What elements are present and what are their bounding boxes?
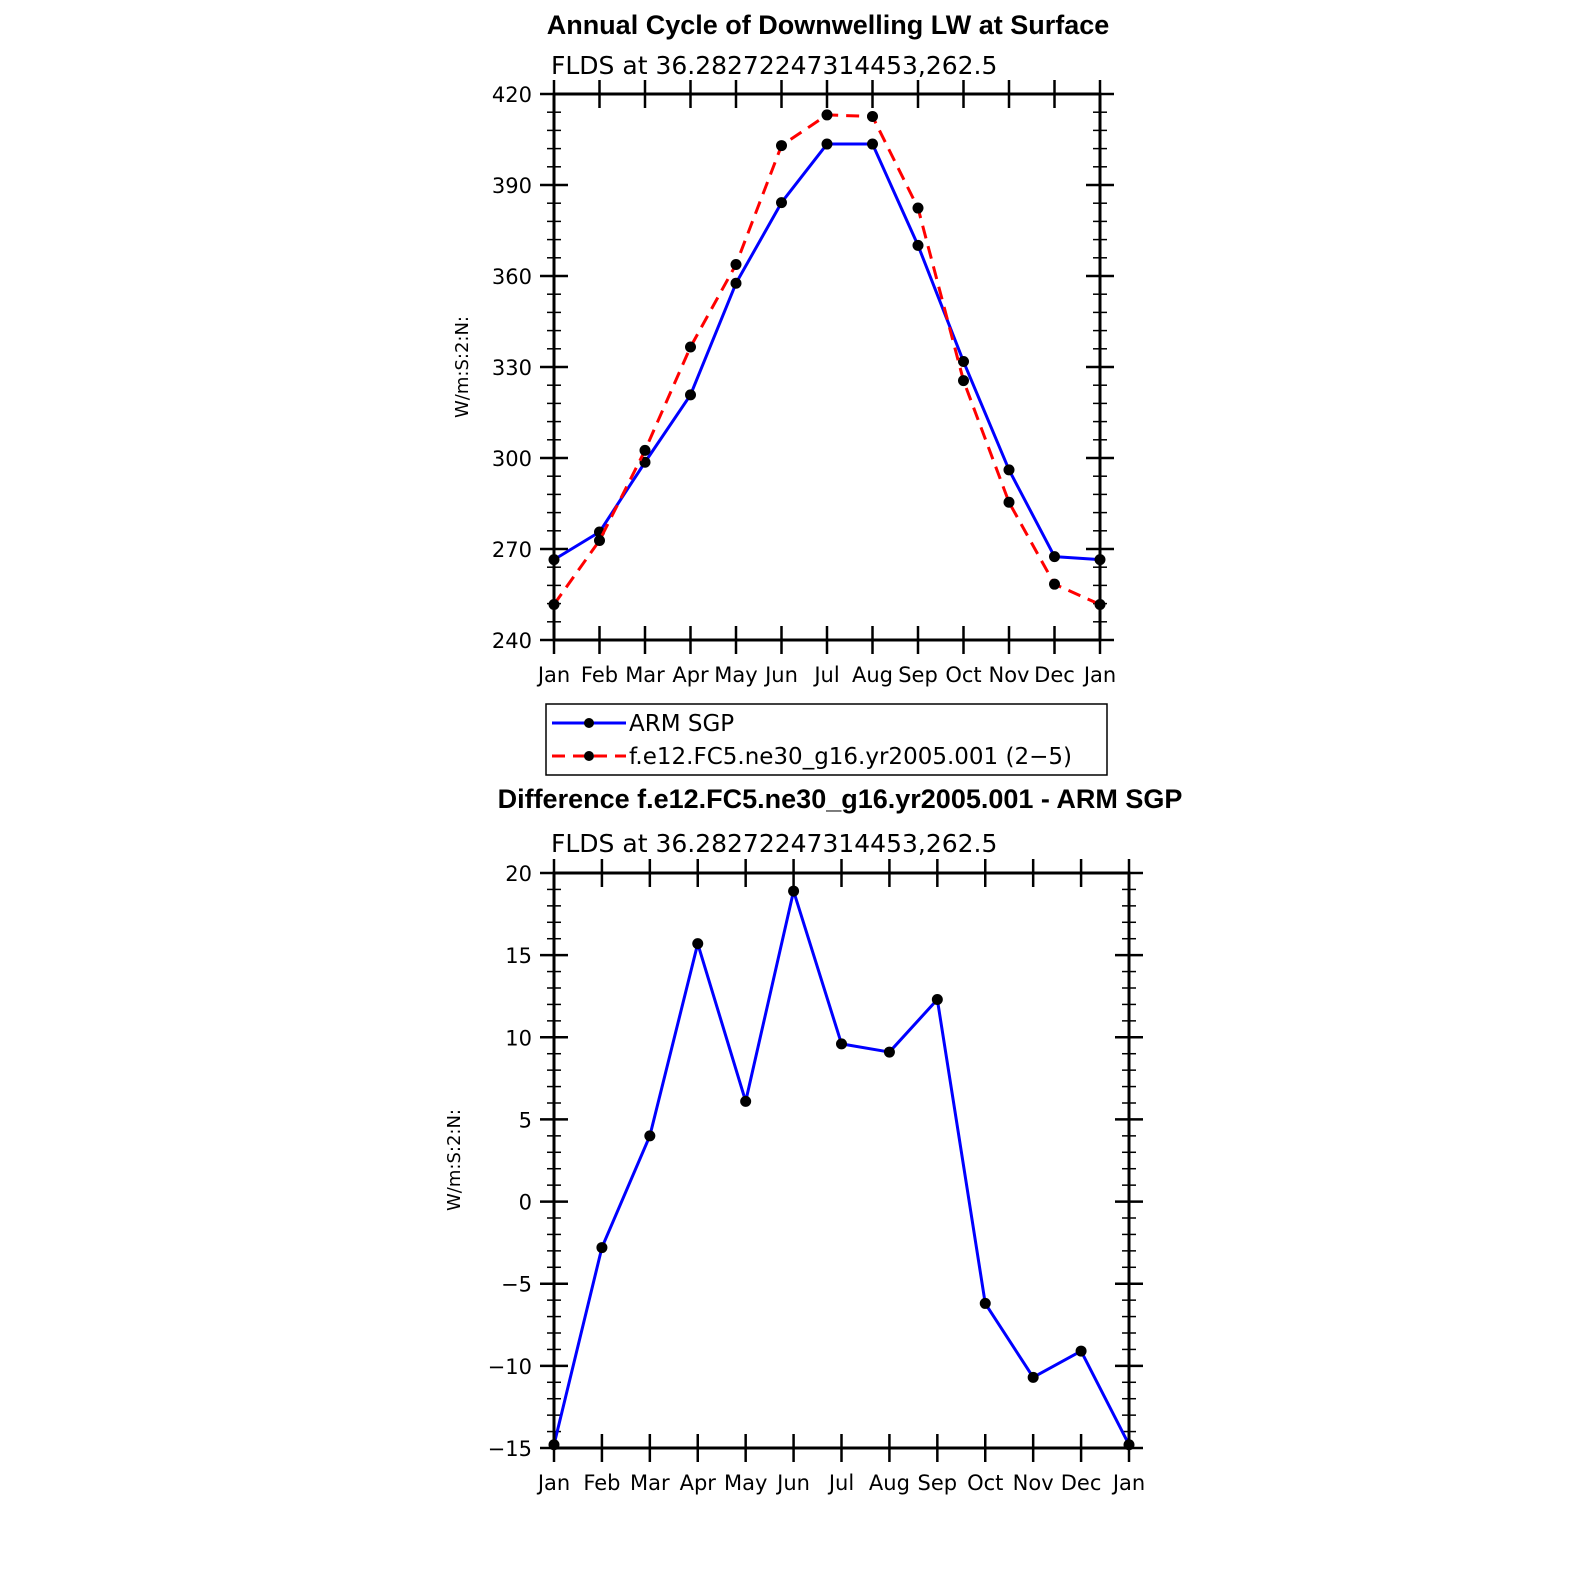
x-tick-label: Apr xyxy=(672,663,709,687)
y-tick-label: 240 xyxy=(491,629,532,653)
axis-ticks xyxy=(540,859,1143,1462)
x-tick-label: May xyxy=(714,663,758,687)
chart-title: Difference f.e12.FC5.ne30_g16.yr2005.001 - ARM SGP xyxy=(497,784,1183,814)
y-axis-label: W/m:S:2:N: xyxy=(452,316,473,418)
x-tick-label: Dec xyxy=(1060,1471,1102,1495)
data-point-difference xyxy=(740,1096,751,1107)
x-tick-label: Sep xyxy=(917,1471,958,1495)
x-tick-label: Oct xyxy=(967,1471,1004,1495)
data-point-difference xyxy=(932,994,943,1005)
x-tick-label: Jul xyxy=(828,1471,855,1495)
x-tick-label: Jun xyxy=(765,663,798,687)
x-tick-label: Aug xyxy=(868,1471,910,1495)
y-tick-label: 270 xyxy=(491,538,532,562)
y-tick-label: 300 xyxy=(491,447,532,471)
data-point-arm-sgp xyxy=(958,356,969,367)
x-tick-label: Oct xyxy=(945,663,982,687)
x-tick-label: Jun xyxy=(777,1471,810,1495)
y-tick-label: 330 xyxy=(491,356,532,380)
x-tick-label: Feb xyxy=(583,1471,621,1495)
legend-marker-arm-sgp xyxy=(584,718,594,728)
data-point-difference xyxy=(596,1242,607,1253)
series-line-arm-sgp xyxy=(554,144,1100,560)
data-point-arm-sgp xyxy=(731,278,742,289)
y-tick-label: −15 xyxy=(487,1437,532,1461)
chart-title: Annual Cycle of Downwelling LW at Surface xyxy=(546,10,1110,40)
y-tick-label: 0 xyxy=(518,1190,532,1215)
chart-difference xyxy=(444,784,1182,1495)
x-tick-label: Apr xyxy=(679,1471,716,1495)
data-point-f-e12-fc5-ne30-g16-yr2005-001-2-5 xyxy=(685,341,696,352)
y-tick-label: −10 xyxy=(487,1354,532,1379)
data-point-arm-sgp xyxy=(822,139,833,150)
x-tick-label: Jul xyxy=(814,663,840,687)
x-tick-label: Nov xyxy=(1012,1471,1054,1495)
data-point-f-e12-fc5-ne30-g16-yr2005-001-2-5 xyxy=(594,535,605,546)
x-tick-label: Mar xyxy=(630,1471,670,1495)
data-point-arm-sgp xyxy=(776,197,787,208)
data-point-difference xyxy=(644,1130,655,1141)
legend-entry-model: f.e12.FC5.ne30_g16.yr2005.001 (2−5) xyxy=(629,744,1072,770)
y-tick-labels xyxy=(488,862,532,1461)
data-point-f-e12-fc5-ne30-g16-yr2005-001-2-5 xyxy=(731,259,742,270)
chart-subtitle: FLDS at 36.28272247314453,262.5 xyxy=(551,829,998,858)
data-point-f-e12-fc5-ne30-g16-yr2005-001-2-5 xyxy=(958,375,969,386)
y-tick-label: 5 xyxy=(518,1108,532,1133)
y-tick-label: 390 xyxy=(491,174,532,198)
legend xyxy=(546,704,1107,775)
x-tick-labels xyxy=(536,663,1116,687)
x-tick-label: Nov xyxy=(988,663,1030,687)
data-point-f-e12-fc5-ne30-g16-yr2005-001-2-5 xyxy=(1049,579,1060,590)
x-tick-labels xyxy=(536,1471,1145,1495)
data-point-difference xyxy=(692,938,703,949)
x-tick-label: Dec xyxy=(1034,663,1075,687)
data-point-difference xyxy=(836,1038,847,1049)
series-layer xyxy=(549,886,1135,1451)
x-tick-label: Mar xyxy=(625,663,665,687)
y-tick-label: 20 xyxy=(505,862,532,886)
legend-marker-model xyxy=(584,751,594,761)
data-point-arm-sgp xyxy=(913,240,924,251)
data-point-arm-sgp xyxy=(867,139,878,150)
data-point-f-e12-fc5-ne30-g16-yr2005-001-2-5 xyxy=(1004,497,1015,508)
y-tick-label: 420 xyxy=(491,83,532,107)
data-point-f-e12-fc5-ne30-g16-yr2005-001-2-5 xyxy=(867,111,878,122)
x-tick-label: Feb xyxy=(580,663,619,687)
series-line-difference xyxy=(554,891,1129,1445)
y-tick-label: 15 xyxy=(505,944,532,969)
y-tick-label: −5 xyxy=(501,1272,532,1297)
y-tick-labels xyxy=(492,83,532,653)
data-point-f-e12-fc5-ne30-g16-yr2005-001-2-5 xyxy=(913,203,924,214)
data-point-f-e12-fc5-ne30-g16-yr2005-001-2-5 xyxy=(640,445,651,456)
data-point-difference xyxy=(884,1047,895,1058)
y-tick-label: 10 xyxy=(505,1026,532,1051)
chart-subtitle: FLDS at 36.28272247314453,262.5 xyxy=(551,51,998,80)
y-axis-label: W/m:S:2:N: xyxy=(444,1109,465,1211)
data-point-f-e12-fc5-ne30-g16-yr2005-001-2-5 xyxy=(776,140,787,151)
data-point-difference xyxy=(980,1298,991,1309)
data-point-difference xyxy=(1076,1346,1087,1357)
x-tick-label: Jan xyxy=(537,1471,571,1495)
x-tick-label: Jan xyxy=(537,663,571,687)
series-line-f-e12-fc5-ne30-g16-yr2005-001-2-5 xyxy=(554,115,1100,605)
data-point-difference xyxy=(1028,1372,1039,1383)
data-point-arm-sgp xyxy=(685,389,696,400)
data-point-difference xyxy=(788,886,799,897)
y-tick-label: 360 xyxy=(491,265,532,289)
data-point-arm-sgp xyxy=(1049,551,1060,562)
chart-annual-cycle xyxy=(452,10,1116,775)
x-tick-label: Aug xyxy=(851,663,894,687)
plot-frame xyxy=(554,94,1100,640)
series-layer xyxy=(549,109,1106,610)
axis-ticks xyxy=(540,80,1114,654)
x-tick-label: Sep xyxy=(898,663,938,687)
x-tick-label: May xyxy=(723,1471,768,1495)
legend-entry-arm-sgp: ARM SGP xyxy=(629,711,735,737)
data-point-f-e12-fc5-ne30-g16-yr2005-001-2-5 xyxy=(822,109,833,120)
x-tick-label: Jan xyxy=(1112,1471,1146,1495)
data-point-arm-sgp xyxy=(1004,464,1015,475)
x-tick-label: Jan xyxy=(1083,663,1117,687)
